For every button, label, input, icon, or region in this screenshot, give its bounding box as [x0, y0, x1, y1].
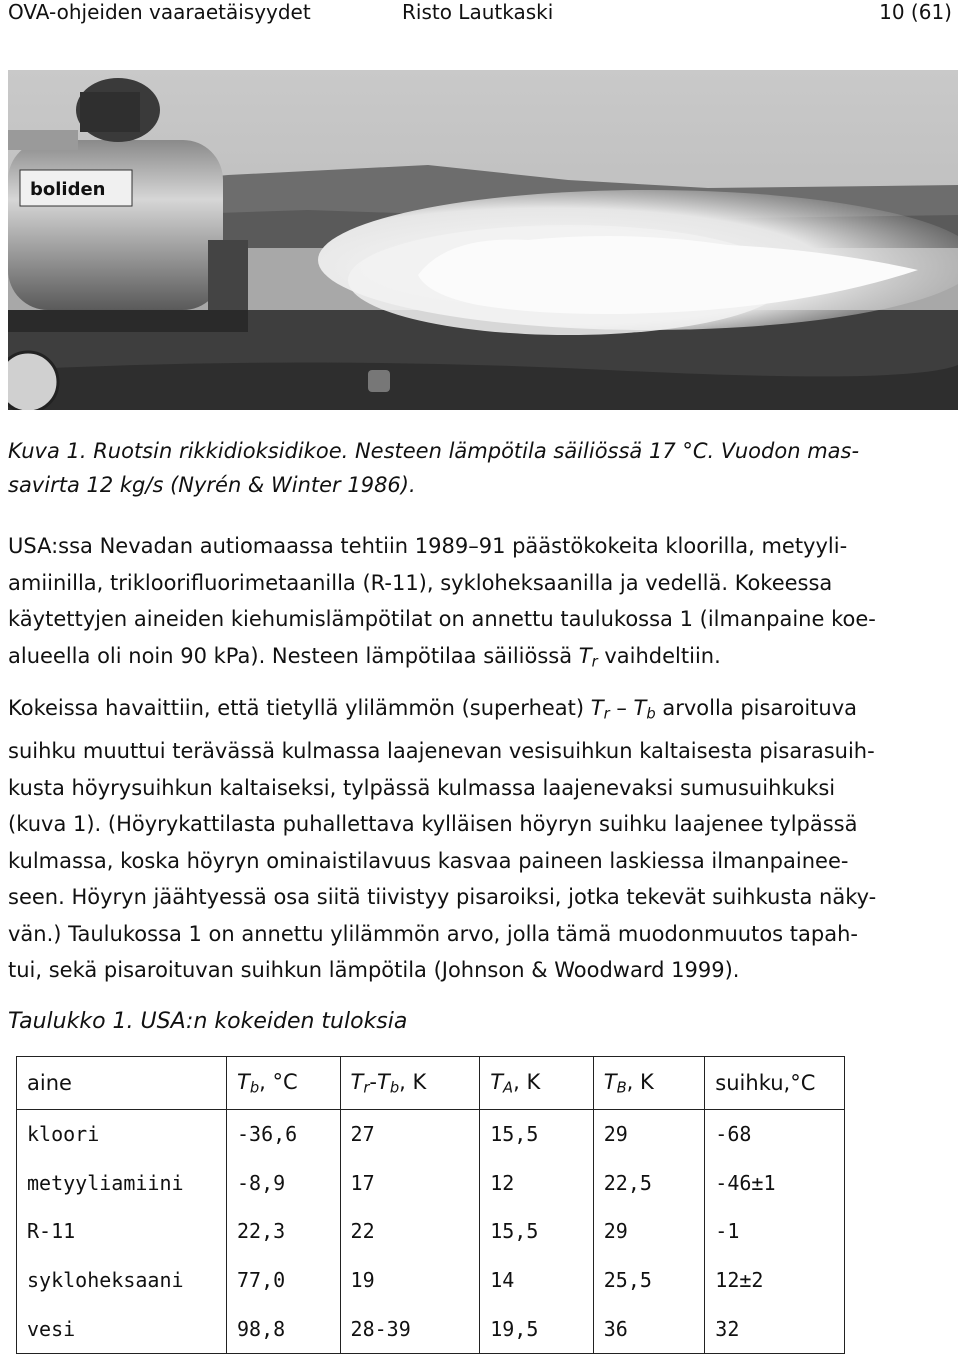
table-row	[17, 1159, 845, 1208]
table-cell: -68	[705, 1110, 845, 1159]
document-title: OVA-ohjeiden vaaraetäisyydet	[8, 0, 311, 24]
table-cell: -1	[705, 1207, 845, 1256]
table-cell: 19,5	[480, 1304, 594, 1353]
paragraph-superheat	[8, 690, 952, 989]
table-row	[17, 1304, 845, 1353]
header-aine: aine	[17, 1057, 227, 1110]
photo-sulfur-dioxide-test	[8, 70, 958, 410]
results-table	[16, 1056, 845, 1354]
table-cell: vesi	[17, 1304, 227, 1353]
text-line: kusta höyrysuihkun kaltaiseksi, tylpässä kulmassa laajenevaksi sumusuihkuksi	[8, 775, 836, 800]
header-tbb: $T_B$, K	[593, 1057, 705, 1110]
table-cell: sykloheksaani	[17, 1256, 227, 1305]
table-header-row	[17, 1057, 845, 1110]
table-cell: 12±2	[705, 1256, 845, 1305]
table-cell: 17	[340, 1159, 480, 1208]
table-cell: 32	[705, 1304, 845, 1353]
table-cell: -46±1	[705, 1159, 845, 1208]
page-number: 10 (61)	[879, 0, 952, 24]
text-line: tui, sekä pisaroituvan suihkun lämpötila (Johnson & Woodward 1999).	[8, 958, 740, 983]
table-cell: metyyliamiini	[17, 1159, 227, 1208]
table-cell: 28-39	[340, 1304, 480, 1353]
header-suihku: suihku,°C	[705, 1057, 845, 1110]
figure-caption	[8, 434, 948, 502]
table-cell: 19	[340, 1256, 480, 1305]
tank-logo-text: boliden	[30, 179, 106, 200]
table-cell: 36	[593, 1304, 705, 1353]
text-line: käytettyjen aineiden kiehumislämpötilat on annettu taulukossa 1 (ilmanpaine koe-	[8, 607, 876, 631]
author-name: Risto Lautkaski	[402, 0, 554, 24]
table-cell: 12	[480, 1159, 594, 1208]
table-row	[17, 1110, 845, 1159]
table-cell: 22,3	[227, 1207, 341, 1256]
text-line: seen. Höyryn jäähtyessä osa siitä tiivistyy pisaroiksi, jotka tekevät suihkusta näky-	[8, 885, 877, 910]
header-ta: $T_A$, K	[480, 1057, 594, 1110]
text-line: (kuva 1). (Höyrykattilasta puhallettava kylläisen höyryn suihku laajenee tylpässä	[8, 812, 858, 837]
table-cell: 25,5	[593, 1256, 705, 1305]
table-cell: 29	[593, 1110, 705, 1159]
table-cell: 29	[593, 1207, 705, 1256]
header-tb: $T_b$, °C	[227, 1057, 341, 1110]
table-cell: 27	[340, 1110, 480, 1159]
table-cell: R-11	[17, 1207, 227, 1256]
paragraph-nevada-tests	[8, 528, 952, 681]
table-row	[17, 1207, 845, 1256]
text-line: Kokeissa havaittiin, että tietyllä ylilämmön (superheat) $T_r - T_b$ arvolla pisaroituva	[8, 696, 858, 723]
table-cell: 98,8	[227, 1304, 341, 1353]
table-cell: kloori	[17, 1110, 227, 1159]
header-tr-tb: $T_r-T_b$, K	[340, 1057, 480, 1110]
page-header	[8, 0, 952, 28]
text-line: amiinilla, trikloorifluorimetaanilla (R-11), sykloheksaanilla ja vedellä. Kokeessa	[8, 570, 833, 595]
table-cell: 22,5	[593, 1159, 705, 1208]
table-cell: 15,5	[480, 1207, 594, 1256]
caption-line-1: Kuva 1. Ruotsin rikkidioksidikoe. Nesteen lämpötila säiliössä 17 °C. Vuodon mas-	[8, 439, 860, 463]
table-cell: 15,5	[480, 1110, 594, 1159]
table-row	[17, 1256, 845, 1305]
text-line: vän.) Taulukossa 1 on annettu ylilämmön arvo, jolla tämä muodonmuutos tapah-	[8, 921, 858, 946]
text-line: alueella oli noin 90 kPa). Nesteen lämpötilaa säiliössä $T_r$ vaihdeltiin.	[8, 643, 721, 671]
text-line: USA:ssa Nevadan autiomaassa tehtiin 1989–91 päästökokeita kloorilla, metyyli-	[8, 534, 848, 558]
table-title: Taulukko 1. USA:n kokeiden tuloksia	[8, 1009, 408, 1034]
table-cell: -8,9	[227, 1159, 341, 1208]
table-cell: 77,0	[227, 1256, 341, 1305]
caption-line-2: savirta 12 kg/s (Nyrén & Winter 1986).	[8, 473, 416, 497]
table-cell: 22	[340, 1207, 480, 1256]
table-cell: 14	[480, 1256, 594, 1305]
table-cell: -36,6	[227, 1110, 341, 1159]
text-line: kulmassa, koska höyryn ominaistilavuus kasvaa paineen laskiessa ilmanpainee-	[8, 848, 849, 873]
text-line: suihku muuttui terävässä kulmassa laajenevan vesisuihkun kaltaisesta pisarasuih-	[8, 739, 875, 764]
